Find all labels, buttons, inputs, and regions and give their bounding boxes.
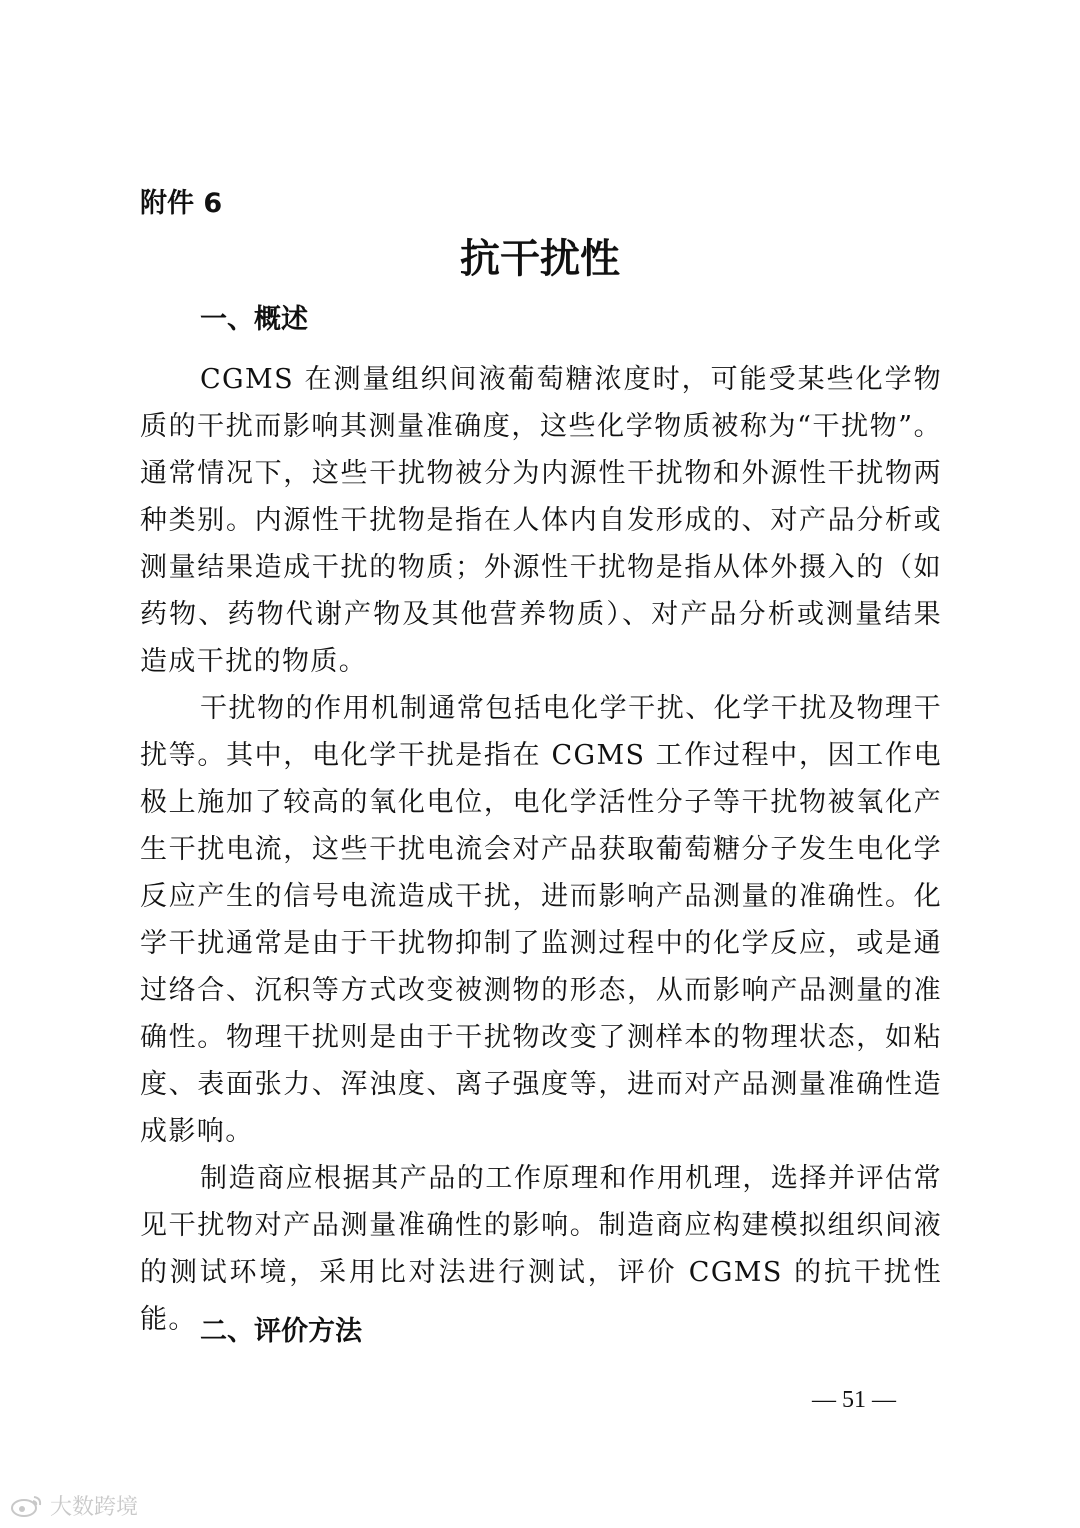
overview-body xyxy=(140,356,942,1343)
watermark-text: 大数跨境 xyxy=(50,1495,139,1520)
weibo-logo-icon xyxy=(10,1493,44,1519)
section-heading-overview: 一、概述 xyxy=(200,304,308,335)
paragraph: 制造商应根据其产品的工作原理和作用机理，选择并评估常见干扰物对产品测量准确性的影响。制造商应构建模拟组织间液的测试环境，采用比对法进行测试，评价 CGMS 的抗干扰性能。 xyxy=(140,1163,942,1335)
watermark xyxy=(10,1490,138,1521)
page-number: — 51 — xyxy=(812,1387,896,1413)
attachment-label: 附件 6 xyxy=(140,188,223,219)
paragraph: CGMS 在测量组织间液葡萄糖浓度时，可能受某些化学物质的干扰而影响其测量准确度，这些化学物质被称为“干扰物”。通常情况下，这些干扰物被分为内源性干扰物和外源性干扰物两种类别。内源性干扰物是指在人体内自发形成的、对产品分析或测量结果造成干扰的物质；外源性干扰物是指从体外摄入的（如药物、药物代谢产物及其他营养物质）、对产品分析或测量结果造成干扰的物质。 xyxy=(140,364,942,677)
page-title: 抗干扰性 xyxy=(460,236,620,282)
paragraph: 干扰物的作用机制通常包括电化学干扰、化学干扰及物理干扰等。其中，电化学干扰是指在 CGMS 工作过程中，因工作电极上施加了较高的氧化电位，电化学活性分子等干扰物被氧化产生干扰电流，这些干扰电流会对产品获取葡萄糖分子发生电化学反应产生的信号电流造成干扰，进而影响产品测量的准确性。化学干扰通常是由于干扰物抑制了监测过程中的化学反应，或是通过络合、沉积等方式改变被测物的形态，从而影响产品测量的准确性。物理干扰则是由于干扰物改变了测样本的物理状态，如粘度、表面张力、浑浊度、离子强度等，进而对产品测量准确性造成影响。 xyxy=(140,693,942,1147)
section-heading-evaluation-method: 二、评价方法 xyxy=(200,1316,362,1347)
